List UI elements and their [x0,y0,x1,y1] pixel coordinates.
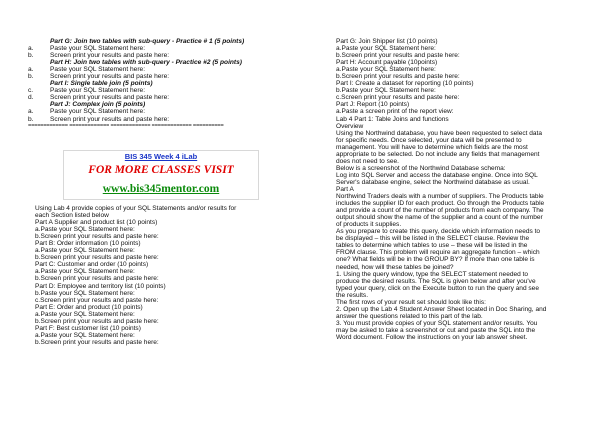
body-line: output should show the name of the supplier and a count of the number [336,214,543,222]
body-line: b.Paste your SQL Statement here: [35,289,135,297]
body-line: Overview [336,122,364,130]
body-line: the results. [336,291,369,299]
body-line: Below is a screenshot of the Northwind Database schema: [336,164,506,172]
body-line: of products it supplies. [336,221,402,229]
part-heading [28,101,286,108]
body-line: 2. Open up the Lab 4 Student Answer Sheet located in Doc Sharing, and [336,305,547,313]
body-line: a.Paste your SQL Statement here: [336,45,436,53]
body-line: does not need to see. [336,157,399,165]
part-heading [28,38,286,45]
right-column [336,38,590,341]
body-line: Part J: Report (10 points) [336,101,410,109]
body-line: management. You will have to determine which fields are the most [336,143,528,151]
body-line: a.Paste your SQL Statement here: [35,247,135,255]
body-line: includes the supplier ID for each product. Go through the Products table [336,200,545,208]
body-line: a.Paste your SQL Statement here: [336,66,436,74]
body-line: c.Screen print your results and paste here: [336,94,460,102]
body-line: appropriate to be selected. Do not include any fields that management [336,150,540,158]
body-line: and provide a count of the number of products from each company. The [336,207,544,215]
promo-heading: FOR MORE CLASSES VISIT [88,164,234,176]
body-line: be displayed – this will be listed in the SELECT clause. Review the [336,235,530,243]
body-line: Log into SQL Server and access the database engine. Once into SQL [336,171,538,179]
list-letter: c. [28,87,34,95]
list-letter: b. [28,73,34,81]
body-line: b.Screen print your results and paste here: [35,254,159,262]
body-line: Part D: Employee and territory list (10 points) [35,282,166,290]
list-item [28,108,286,115]
body-line: a.Paste your SQL Statement here: [35,226,135,234]
body-line: c.Screen print your results and paste here: [35,296,159,304]
body-line: may be asked to take a screenshot or cut and paste the SQL into the [336,326,536,334]
body-line: each Section listed below [35,212,109,220]
part-heading [28,80,286,87]
item-text: Paste your SQL Statement here: [50,45,146,53]
body-line: a.Paste your SQL Statement here: [35,310,135,318]
body-line: Northwind Traders deals with a number of suppliers. The Products table [336,193,544,201]
body-line: Using the Northwind database, you have been requested to select data [336,129,543,137]
body-line: a.Paste your SQL Statement here: [35,268,135,276]
body-line: b.Screen print your results and paste here: [336,52,460,60]
body-line: a.Paste your SQL Statement here: [35,331,135,339]
body-line: produce the desired results. The SQL is given below and after you've [336,277,536,285]
body-line: Part A [336,185,354,193]
item-text: Paste your SQL Statement here: [50,66,146,74]
list-item [28,52,286,59]
website-link[interactable]: www.bis345mentor.com [102,183,220,195]
body-line: for specific needs. Once selected, your data will be presented to [336,136,522,144]
list-letter: a. [28,108,34,116]
item-text: Screen print your results and paste here: [50,73,170,81]
body-line: b.Screen print your results and paste here: [35,233,159,241]
body-line: b.Screen print your results and paste here: [35,338,159,346]
body-line: 3. You must provide copies of your SQL statement and/or results. You [336,319,538,327]
list-item [28,73,286,80]
list-letter: a. [28,66,34,74]
part-list-top [28,38,286,123]
list-letter: b. [28,52,34,60]
body-line: answer the questions related to this part of the lab. [336,312,483,320]
list-item [28,66,286,73]
list-item [28,45,286,52]
list-letter: b. [28,115,34,123]
body-line: The first rows of your result set should look like this: [336,298,486,306]
body-line: typed your query, click on the Execute button to run the query and see [336,284,539,292]
body-line: a.Paste a screen print of the report view: [336,108,454,116]
body-line: tables to determine which tables to use – these will be listed in the [336,242,528,250]
body-line: Part A Supplier and product list (10 points) [35,219,158,227]
item-text: Part J: Complex join (5 points) [50,101,146,109]
item-text: Paste your SQL Statement here: [50,87,146,95]
body-line: Part I: Create a dataset for reporting (10 points) [336,80,474,88]
body-line: Part H: Account payable (10points) [336,59,438,67]
body-line: 1. Using the query window, type the SELECT statement needed to [336,270,529,278]
left-column [28,38,286,130]
list-item [28,94,286,101]
list-item [28,116,286,123]
left-body-text [35,205,293,346]
body-line: needed, how will these tables be joined? [336,263,454,271]
list-letter: d. [28,94,34,102]
item-text: Screen print your results and paste here: [50,115,170,123]
body-line: b.Screen print your results and paste here: [35,317,159,325]
body-line: FROM clause. This problem will require an aggregate function – which [336,249,540,257]
body-line: Part E: Order and product (10 points) [35,303,143,311]
item-text: Paste your SQL Statement here: [50,108,146,116]
body-line: Part B: Order information (10 points) [35,240,141,248]
body-line: Server's database engine, select the Northwind database as usual. [336,178,530,186]
body-line: Word document. Follow the instructions on your lab answer sheet. [336,333,528,341]
body-line: b.Screen print your results and paste here: [35,275,159,283]
body-line: one? What fields will be in the GROUP BY? If more than one table is [336,256,535,264]
list-letter: a. [28,45,34,53]
body-line: Using Lab 4 provide copies of your SQL Statements and/or results for [35,205,237,212]
item-text: Part H: Join two tables with sub-query - Practice #2 (5 points) [50,59,242,67]
part-heading [28,59,286,66]
body-line: Part F: Best customer list (10 points) [35,324,141,332]
item-text: Part G: Join two tables with sub-query - Practice # 1 (5 points) [50,38,245,45]
list-item [28,87,286,94]
course-link[interactable]: BIS 345 Week 4 iLab [124,152,198,161]
item-text: Screen print your results and paste here: [50,94,170,102]
item-text: Part I: Single table join (5 points) [50,80,153,88]
body-line: b.Screen print your results and paste here: [336,73,460,81]
body-line: b.Paste your SQL Statement here: [336,87,436,95]
body-line: As you prepare to create this query, decide which information needs to [336,228,541,236]
body-line: Part G: Join Shipper list (10 points) [336,38,438,45]
item-text: Screen print your results and paste here: [50,52,170,60]
body-line: Lab 4 Part 1: Table Joins and functions [336,115,449,123]
separator-line: ============= ============= ============= ============= ========== [28,122,224,129]
body-line: Part C: Customer and order (10 points) [35,261,149,269]
